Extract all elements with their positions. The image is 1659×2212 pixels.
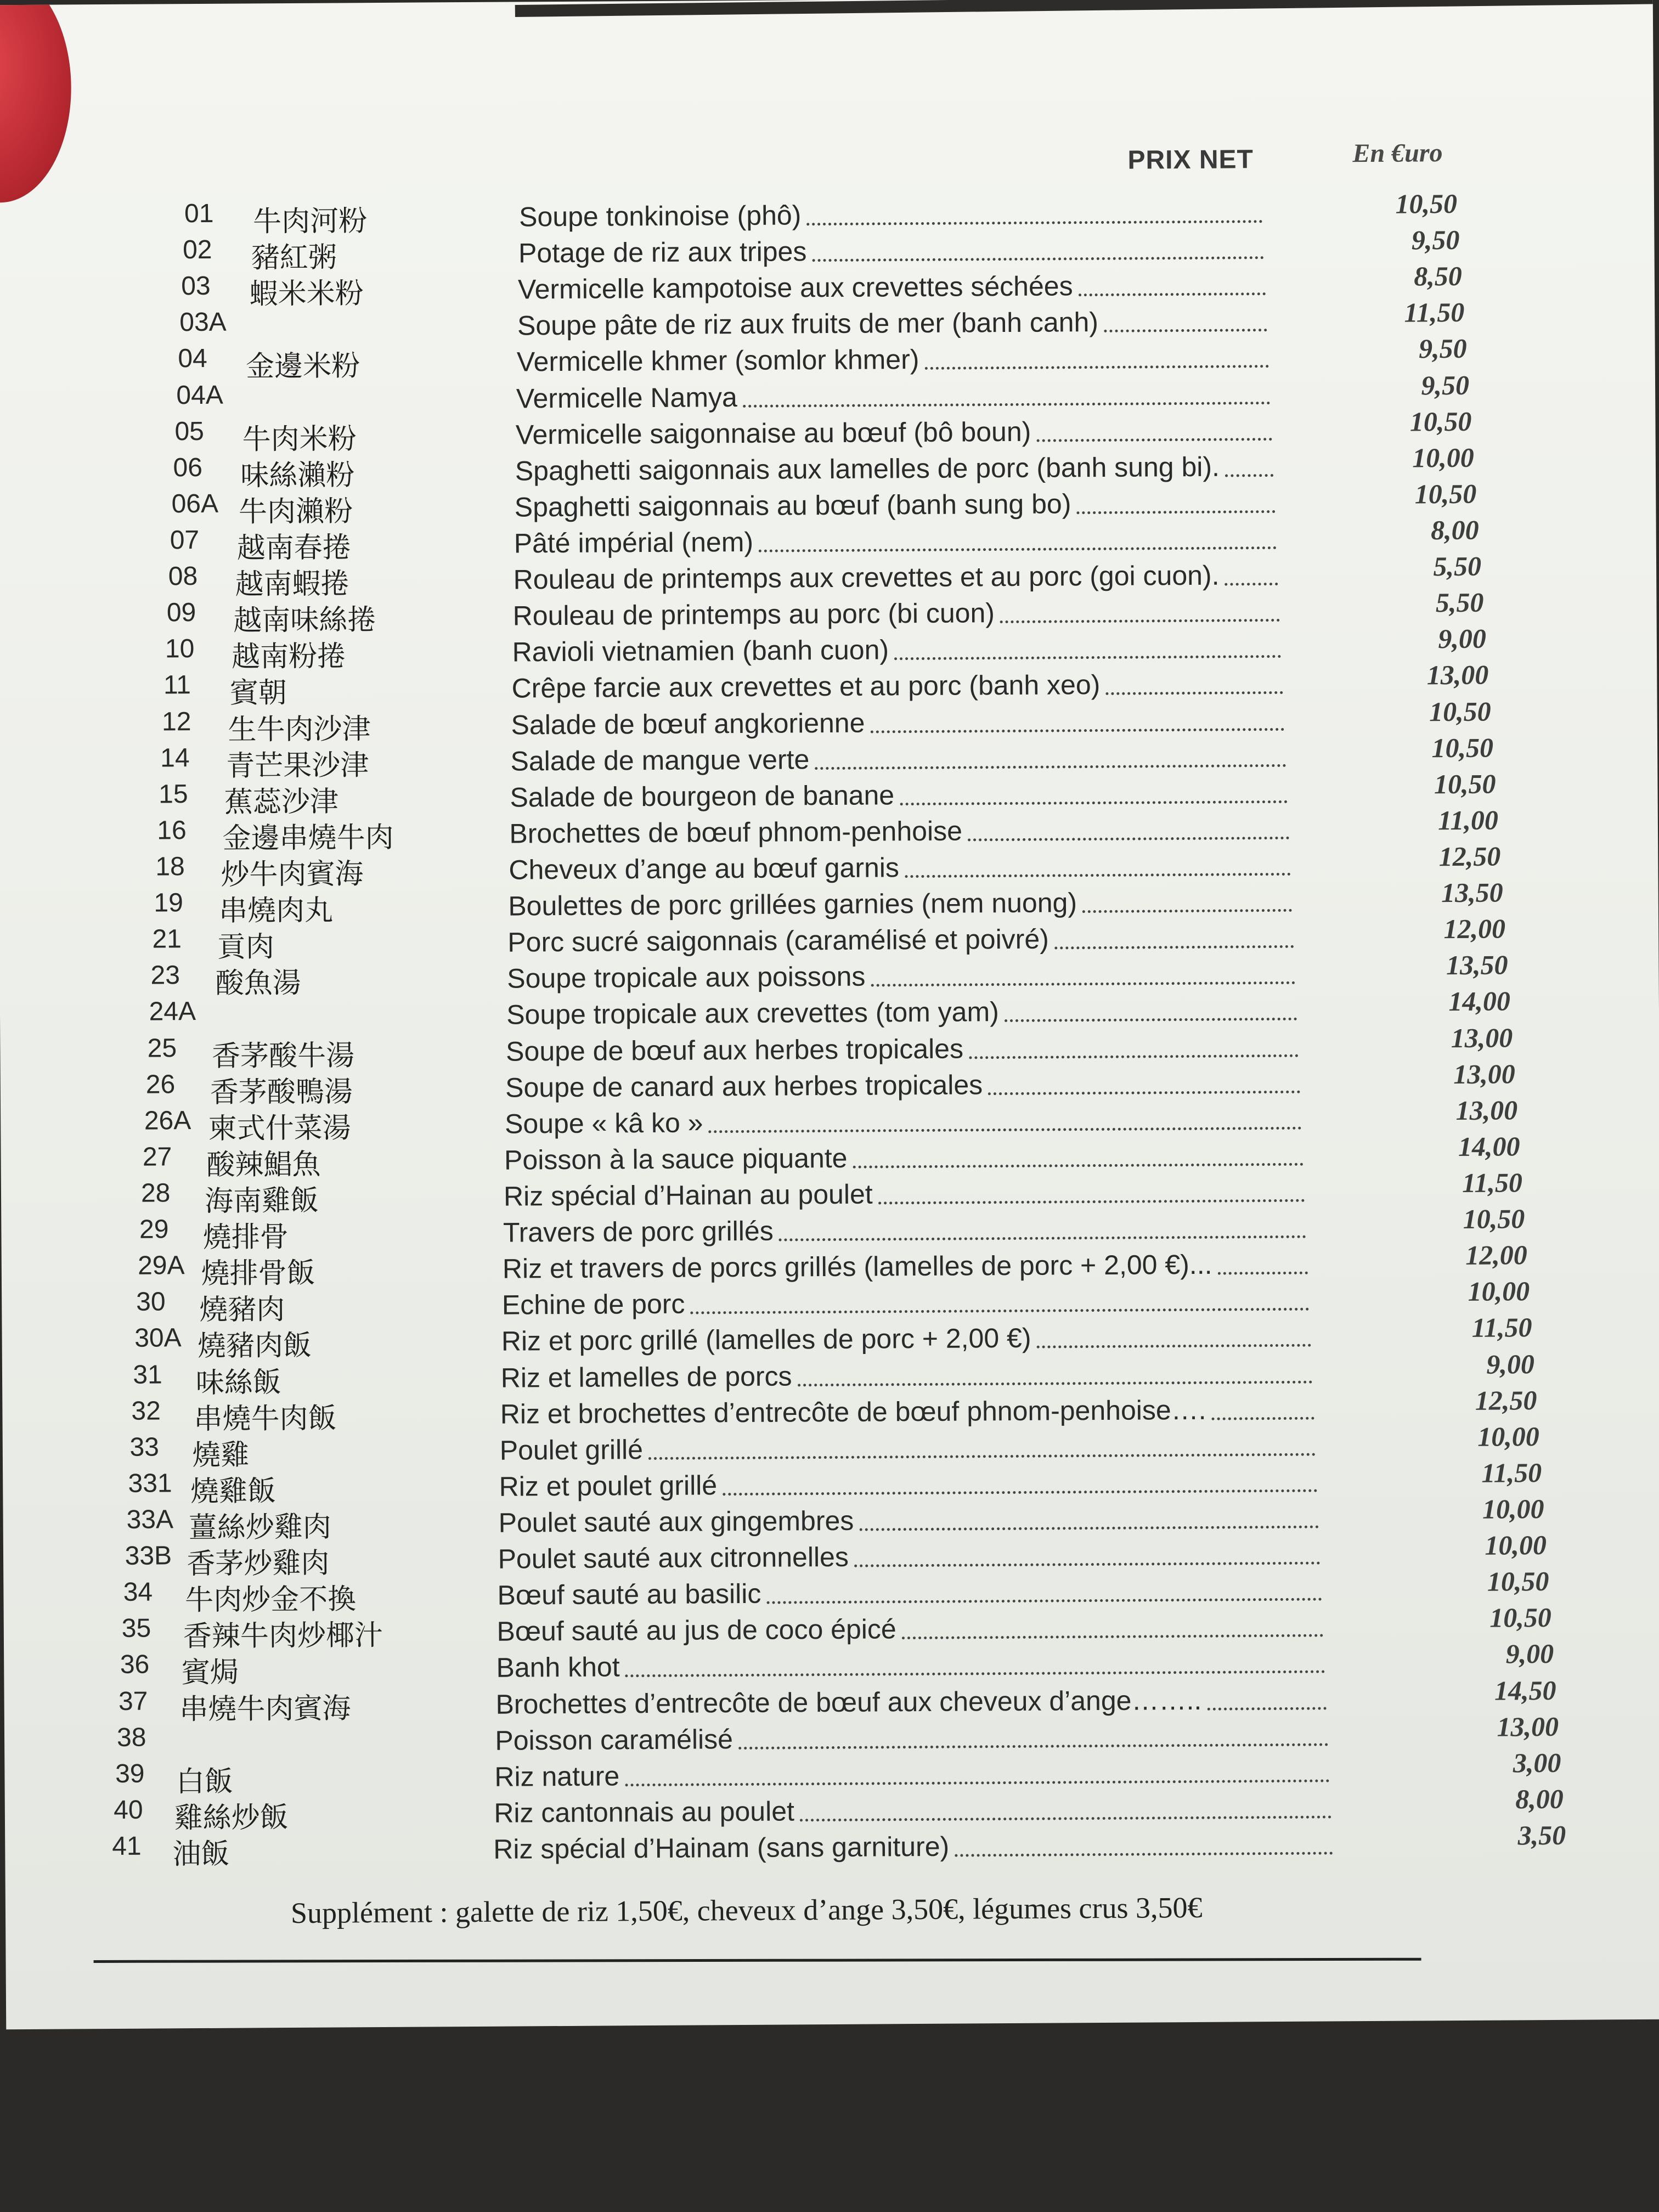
item-price: 13,00 — [1451, 1022, 1513, 1053]
item-price: 3,00 — [1513, 1747, 1561, 1779]
item-dish-name: Crêpe farcie aux crevettes et au porc (banh xeo) — [511, 669, 1101, 704]
item-chinese-name: 越南味絲捲 — [233, 603, 376, 637]
item-number: 06 — [173, 453, 203, 483]
item-description — [511, 699, 1284, 741]
item-dish-name: Riz et lamelles de porcs — [500, 1360, 792, 1393]
item-price: 10,00 — [1482, 1493, 1544, 1525]
dot-leader — [743, 380, 1271, 408]
dot-leader — [723, 1467, 1317, 1496]
item-dish-name: Pâté impérial (nem) — [514, 526, 754, 559]
item-price: 13,50 — [1446, 949, 1508, 981]
item-number: 28 — [140, 1178, 171, 1208]
dot-leader — [1207, 1685, 1327, 1710]
item-price: 5,50 — [1433, 550, 1482, 582]
item-number: 34 — [123, 1577, 153, 1607]
item-description — [501, 1352, 1313, 1393]
item-dish-name: Riz et brochettes d’entrecôte de bœuf phnom-penhoise…. — [500, 1394, 1206, 1430]
item-description — [510, 772, 1288, 814]
item-price: 14,00 — [1448, 985, 1511, 1017]
item-description — [500, 1389, 1314, 1430]
item-dish-name: Spaghetti saigonnais au bœuf (banh sung bo) — [514, 488, 1071, 523]
item-description — [512, 627, 1281, 668]
item-description — [498, 1534, 1320, 1575]
item-price: 5,50 — [1435, 586, 1484, 618]
item-number: 37 — [118, 1686, 148, 1716]
dot-leader — [1036, 1322, 1311, 1348]
dot-leader — [969, 1032, 1299, 1059]
dot-leader — [1224, 561, 1278, 586]
header-currency: En €uro — [1352, 138, 1443, 168]
item-dish-name: Soupe tropicale aux crevettes (tom yam) — [506, 996, 999, 1031]
item-number: 31 — [133, 1359, 162, 1390]
item-chinese-name: 賓朝 — [229, 676, 287, 710]
item-price: 10,50 — [1463, 1203, 1525, 1235]
item-dish-name: Poulet grillé — [499, 1434, 644, 1466]
item-description — [503, 1244, 1308, 1285]
item-price: 10,50 — [1395, 188, 1458, 219]
item-price: 12,00 — [1465, 1239, 1527, 1271]
item-description — [510, 736, 1286, 777]
dot-leader — [870, 706, 1284, 733]
item-chinese-name: 燒排骨飯 — [201, 1256, 315, 1291]
item-chinese-name: 牛肉米粉 — [242, 422, 357, 456]
item-price: 14,00 — [1458, 1131, 1520, 1162]
item-chinese-name: 金邊串燒牛肉 — [222, 821, 394, 855]
item-description — [494, 1787, 1331, 1829]
item-chinese-name: 炒牛肉賓海 — [221, 857, 364, 891]
dot-leader — [806, 198, 1262, 225]
item-chinese-name: 金邊米粉 — [245, 349, 360, 383]
item-chinese-name: 貢肉 — [217, 930, 275, 964]
dot-leader — [1104, 307, 1267, 332]
dot-leader — [871, 960, 1295, 987]
item-description — [506, 990, 1297, 1031]
dot-leader — [1054, 923, 1294, 950]
dot-leader — [853, 1141, 1303, 1169]
item-description — [515, 482, 1275, 523]
item-description — [503, 1207, 1306, 1249]
item-description — [516, 410, 1272, 450]
item-price: 11,50 — [1462, 1167, 1523, 1198]
item-description — [507, 917, 1294, 958]
item-price: 11,50 — [1481, 1457, 1542, 1488]
item-number: 29A — [137, 1251, 185, 1280]
dot-leader — [1082, 887, 1292, 913]
item-dish-name: Ravioli vietnamien (banh cuon) — [512, 634, 889, 668]
item-chinese-name: 燒雞飯 — [190, 1475, 276, 1509]
item-description — [498, 1498, 1318, 1539]
item-description — [518, 264, 1266, 305]
item-description — [519, 192, 1262, 233]
dot-leader — [900, 778, 1288, 805]
item-description — [517, 337, 1269, 378]
item-number: 04A — [176, 380, 224, 410]
item-price: 10,00 — [1477, 1420, 1539, 1452]
item-dish-name: Soupe de bœuf aux herbes tropicales — [506, 1033, 964, 1067]
item-description — [502, 1280, 1310, 1321]
item-description — [508, 881, 1292, 922]
item-number: 30 — [136, 1287, 166, 1317]
item-price: 8,00 — [1515, 1783, 1564, 1815]
item-chinese-name: 海南雞飯 — [204, 1184, 319, 1218]
item-dish-name: Vermicelle khmer (somlor khmer) — [516, 344, 919, 377]
item-chinese-name: 串燒牛肉賓海 — [179, 1691, 351, 1726]
footer-rule — [94, 1958, 1421, 1963]
item-chinese-name: 賓焗 — [181, 1656, 239, 1690]
dot-leader — [902, 1612, 1324, 1640]
item-price: 10,50 — [1409, 405, 1472, 437]
item-price: 10,00 — [1412, 442, 1474, 473]
item-price: 10,00 — [1468, 1276, 1530, 1307]
item-price: 13,00 — [1455, 1094, 1518, 1126]
item-dish-name: Vermicelle Namya — [516, 381, 737, 414]
item-description — [497, 1570, 1322, 1611]
dot-leader — [968, 815, 1289, 842]
dot-leader — [854, 1540, 1321, 1567]
item-number: 02 — [182, 235, 212, 265]
item-chinese-name: 蕉蕊沙津 — [224, 785, 339, 819]
item-description — [506, 1026, 1299, 1067]
item-description — [511, 663, 1283, 704]
item-number: 331 — [128, 1469, 172, 1498]
item-chinese-name: 雞絲炒飯 — [174, 1801, 289, 1835]
item-number: 38 — [116, 1723, 146, 1752]
item-dish-name: Riz et porc grillé (lamelles de porc + 2,00 €) — [501, 1323, 1031, 1357]
dot-leader — [812, 234, 1264, 262]
item-chinese-name: 味絲瀨粉 — [240, 459, 355, 493]
item-price: 11,00 — [1437, 804, 1499, 836]
item-dish-name: Echine de porc — [501, 1288, 685, 1321]
item-price: 10,50 — [1414, 478, 1477, 510]
dot-leader — [1000, 597, 1280, 623]
item-chinese-name: 越南粉捲 — [231, 640, 346, 674]
dot-leader — [1225, 452, 1273, 477]
item-dish-name: Travers de porc grillés — [503, 1215, 774, 1248]
item-number: 35 — [121, 1613, 151, 1644]
item-description — [493, 1824, 1333, 1865]
item-price: 9,50 — [1418, 333, 1467, 364]
item-dish-name: Rouleau de printemps au porc (bi cuon) — [512, 597, 995, 631]
item-number: 40 — [114, 1795, 143, 1825]
item-price: 8,50 — [1414, 261, 1462, 292]
header-prix-net: PRIX NET — [1127, 145, 1254, 175]
item-chinese-name: 牛肉瀨粉 — [238, 495, 353, 529]
item-chinese-name: 酸辣鯧魚 — [206, 1148, 321, 1182]
item-dish-name: Rouleau de printemps aux crevettes et au porc (goi cuon). — [513, 560, 1220, 595]
item-number: 01 — [184, 199, 214, 229]
item-price: 9,50 — [1411, 224, 1460, 256]
item-number: 39 — [115, 1759, 145, 1788]
item-number: 30A — [134, 1323, 182, 1353]
item-price: 13,50 — [1441, 877, 1503, 909]
item-chinese-name: 油飯 — [172, 1837, 230, 1871]
item-dish-name: Riz spécial d’Hainan au poulet — [503, 1178, 873, 1212]
item-description — [504, 1135, 1303, 1176]
dot-leader — [779, 1214, 1306, 1242]
item-dish-name: Riz spécial d’Hainam (sans garniture) — [493, 1831, 950, 1865]
item-description — [507, 953, 1295, 995]
item-description — [494, 1751, 1330, 1792]
item-description — [496, 1643, 1325, 1684]
item-dish-name: Spaghetti saigonnais aux lamelles de porc (banh sung bi). — [515, 451, 1220, 487]
item-number: 15 — [159, 779, 188, 809]
item-number: 09 — [166, 598, 196, 628]
paper-top-edge — [515, 0, 1659, 17]
dot-leader — [815, 742, 1286, 770]
item-number: 25 — [147, 1033, 177, 1063]
item-price: 10,50 — [1431, 732, 1494, 763]
item-description — [500, 1425, 1316, 1466]
item-number: 12 — [161, 707, 191, 736]
item-description — [518, 228, 1264, 269]
item-chinese-name: 香辣牛肉炒椰汁 — [183, 1619, 383, 1654]
item-dish-name: Soupe tonkinoise (phô) — [518, 200, 802, 233]
item-dish-name: Riz et poulet grillé — [499, 1470, 718, 1502]
item-number: 33B — [125, 1541, 172, 1571]
dot-leader — [1005, 996, 1297, 1022]
item-dish-name: Soupe pâte de riz aux fruits de mer (banh canh) — [517, 307, 1099, 341]
dot-leader — [690, 1286, 1309, 1314]
dot-leader — [1217, 1250, 1307, 1275]
item-number: 04 — [178, 344, 207, 374]
item-number: 21 — [152, 924, 182, 954]
item-price: 10,50 — [1434, 768, 1496, 800]
item-chinese-name: 牛肉河粉 — [252, 205, 368, 239]
item-description — [495, 1715, 1328, 1756]
dot-leader — [738, 1721, 1328, 1750]
item-price: 12,00 — [1443, 913, 1506, 945]
item-price: 13,00 — [1426, 659, 1489, 691]
item-price: 10,50 — [1489, 1602, 1551, 1633]
item-dish-name: Salade de mangue verte — [510, 743, 810, 777]
item-number: 03A — [179, 308, 227, 337]
item-chinese-name: 白飯 — [176, 1765, 234, 1799]
item-dish-name: Salade de bourgeon de banane — [510, 780, 895, 813]
item-price: 10,00 — [1485, 1530, 1547, 1561]
item-chinese-name: 味絲飯 — [195, 1365, 281, 1400]
item-number: 19 — [154, 888, 183, 918]
item-dish-name: Salade de bœuf angkorienne — [511, 707, 865, 741]
dot-leader — [955, 1830, 1333, 1857]
item-price: 10,50 — [1487, 1566, 1549, 1597]
item-price: 9,00 — [1505, 1638, 1554, 1669]
item-chinese-name: 串燒牛肉飯 — [194, 1402, 337, 1436]
dot-leader — [625, 1649, 1325, 1678]
item-number: 29 — [139, 1215, 169, 1244]
item-dish-name: Poulet sauté aux citronnelles — [498, 1541, 849, 1575]
item-price: 9,00 — [1486, 1348, 1535, 1380]
dot-leader — [648, 1431, 1316, 1459]
dot-leader — [1211, 1395, 1314, 1420]
item-dish-name: Soupe de canard aux herbes tropicales — [505, 1069, 983, 1103]
item-chinese-name: 串燒肉丸 — [218, 894, 334, 928]
item-price: 8,00 — [1430, 514, 1479, 546]
item-price: 11,50 — [1471, 1312, 1532, 1344]
item-number: 36 — [120, 1650, 150, 1680]
item-number: 26A — [144, 1105, 191, 1136]
item-number: 41 — [112, 1831, 142, 1861]
item-dish-name: Poisson à la sauce piquante — [504, 1142, 848, 1176]
item-description — [513, 555, 1278, 596]
dot-leader — [894, 633, 1281, 660]
item-chinese-name: 薑絲炒雞肉 — [188, 1510, 331, 1545]
item-description — [499, 1461, 1317, 1502]
item-description — [509, 845, 1290, 886]
item-price: 11,50 — [1404, 297, 1465, 328]
item-description — [512, 591, 1279, 632]
item-number: 33 — [129, 1432, 160, 1462]
dot-leader — [766, 1576, 1322, 1604]
item-chinese-name: 燒雞 — [192, 1438, 250, 1472]
dot-leader — [859, 1504, 1319, 1531]
item-number: 16 — [157, 816, 187, 845]
item-chinese-name: 牛肉炒金不換 — [185, 1583, 357, 1617]
item-price: 12,50 — [1475, 1384, 1537, 1416]
item-chinese-name: 蝦米米粉 — [249, 277, 364, 311]
dot-leader — [708, 1105, 1301, 1133]
item-number: 33A — [126, 1505, 174, 1534]
item-description — [509, 809, 1289, 850]
item-number: 27 — [142, 1142, 172, 1172]
item-dish-name: Riz cantonnais au poulet — [494, 1796, 795, 1829]
item-price: 10,50 — [1429, 696, 1491, 727]
item-chinese-name: 燒豬肉飯 — [197, 1329, 312, 1363]
dot-leader — [905, 851, 1291, 878]
item-number: 23 — [150, 961, 180, 990]
item-chinese-name: 生牛肉沙津 — [228, 712, 371, 747]
item-dish-name: Poulet sauté aux gingembres — [498, 1505, 854, 1538]
item-description — [505, 1062, 1300, 1103]
item-price: 12,50 — [1438, 840, 1501, 872]
item-dish-name: Brochettes d’entrecôte de bœuf aux cheveux d’ange…….. — [495, 1684, 1202, 1720]
dot-leader — [988, 1068, 1300, 1094]
dot-leader — [924, 343, 1268, 370]
item-dish-name: Banh khot — [496, 1651, 620, 1684]
item-chinese-name: 越南春捲 — [236, 531, 352, 565]
item-number: 03 — [181, 272, 211, 301]
dot-leader — [759, 524, 1277, 552]
item-description — [514, 518, 1277, 559]
item-chinese-name: 青芒果沙津 — [226, 748, 369, 783]
item-number: 18 — [155, 852, 185, 882]
item-number: 32 — [131, 1396, 161, 1426]
red-object — [0, 0, 72, 203]
item-description — [516, 374, 1271, 414]
item-description — [515, 446, 1274, 487]
dot-leader — [625, 1757, 1330, 1786]
item-dish-name: Vermicelle kampotoise aux crevettes séchées — [517, 270, 1073, 305]
dot-leader — [878, 1177, 1305, 1205]
item-price: 14,50 — [1494, 1674, 1556, 1706]
item-dish-name: Potage de riz aux tripes — [518, 236, 807, 269]
item-chinese-name: 豬紅粥 — [251, 241, 337, 275]
item-number: 26 — [145, 1069, 176, 1099]
item-number: 10 — [165, 634, 195, 664]
item-description — [504, 1171, 1305, 1212]
item-price: 9,50 — [1421, 369, 1470, 400]
item-price: 13,00 — [1453, 1058, 1515, 1090]
item-chinese-name: 香茅酸牛湯 — [211, 1039, 355, 1073]
item-number: 06A — [171, 489, 219, 519]
item-number: 14 — [160, 743, 190, 773]
dot-leader — [1105, 669, 1283, 695]
item-price: 3,50 — [1517, 1819, 1566, 1851]
item-chinese-name: 燒排骨 — [202, 1221, 289, 1255]
supplement-note: Supplément : galette de riz 1,50€, cheveux d’ange 3,50€, légumes crus 3,50€ — [290, 1891, 1203, 1930]
item-description — [505, 1099, 1302, 1140]
item-chinese-name: 越南蝦捲 — [235, 567, 349, 601]
item-dish-name: Riz nature — [494, 1760, 620, 1792]
item-dish-name: Bœuf sauté au basilic — [497, 1578, 761, 1611]
item-dish-name: Boulettes de porc grillées garnies (nem nuong) — [508, 887, 1077, 922]
item-dish-name: Soupe tropicale aux poissons — [507, 961, 866, 994]
item-dish-name: Porc sucré saigonnais (caramélisé et poivré) — [507, 923, 1049, 958]
item-dish-name: Vermicelle saigonnaise au bœuf (bô boun) — [515, 416, 1031, 450]
item-number: 08 — [168, 562, 198, 591]
item-chinese-name: 燒豬肉 — [199, 1293, 285, 1327]
item-dish-name: Cheveux d’ange au bœuf garnis — [509, 852, 900, 885]
item-chinese-name: 酸魚湯 — [215, 967, 301, 1001]
item-dish-name: Bœuf sauté au jus de coco épicé — [496, 1613, 896, 1647]
item-description — [496, 1606, 1323, 1647]
item-number: 05 — [174, 416, 205, 446]
item-description — [501, 1316, 1311, 1357]
item-dish-name: Poisson caramélisé — [495, 1723, 733, 1756]
dot-leader — [1078, 270, 1265, 296]
item-chinese-name: 香茅酸鴨湯 — [210, 1075, 353, 1109]
item-dish-name: Riz et travers de porcs grillés (lamelles de porc + 2,00 €)... — [502, 1249, 1212, 1284]
item-number: 24A — [149, 997, 196, 1027]
dot-leader — [1036, 416, 1272, 442]
item-dish-name: Soupe « kâ ko » — [504, 1107, 703, 1139]
item-number: 11 — [163, 670, 191, 700]
item-dish-name: Brochettes de bœuf phnom-penhoise — [509, 815, 963, 849]
item-chinese-name: 柬式什菜湯 — [208, 1111, 351, 1146]
item-price: 13,00 — [1497, 1711, 1559, 1742]
item-description — [517, 301, 1267, 341]
item-chinese-name: 香茅炒雞肉 — [187, 1547, 330, 1581]
item-description — [495, 1679, 1327, 1720]
item-price: 9,00 — [1438, 623, 1487, 654]
dot-leader — [797, 1358, 1312, 1386]
dot-leader — [1076, 488, 1275, 514]
dot-leader — [800, 1793, 1331, 1821]
item-number: 07 — [170, 526, 200, 555]
